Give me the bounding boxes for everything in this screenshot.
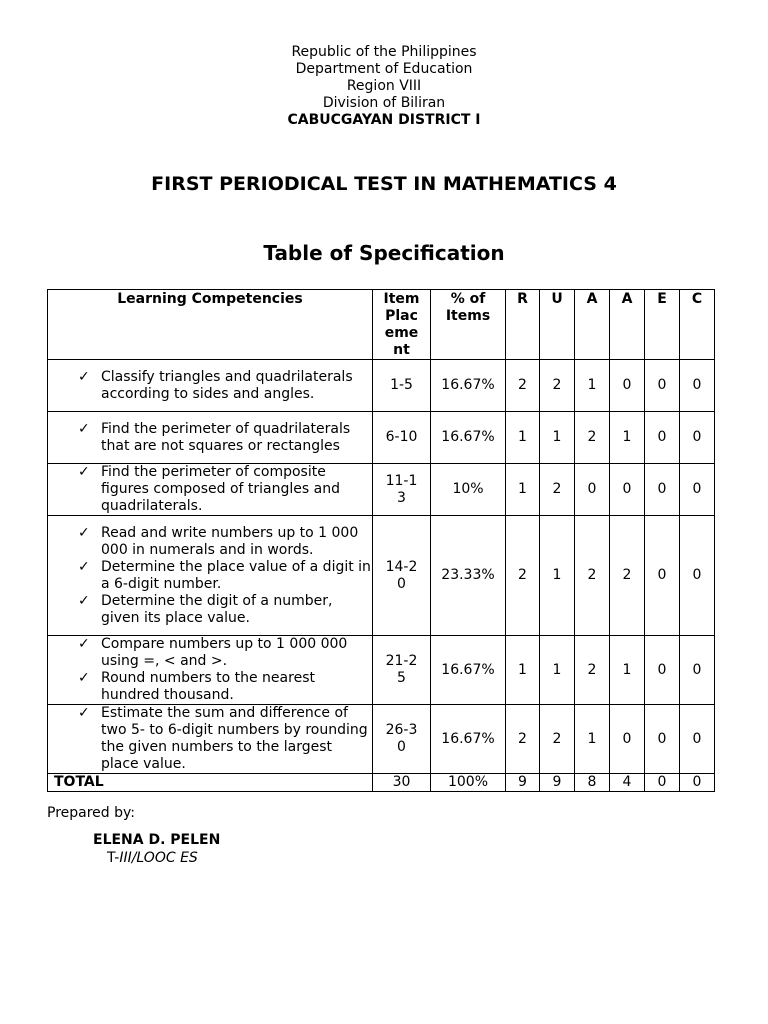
competency-cell (48, 705, 373, 774)
e-cell: 0 (645, 464, 680, 516)
a2-cell: 0 (610, 464, 645, 516)
table-row (48, 516, 715, 636)
competency-cell (48, 516, 373, 636)
total-a1: 8 (575, 774, 610, 792)
a1-cell: 2 (575, 636, 610, 705)
placement-cell: 1-5 (373, 360, 431, 412)
competency-item: ✓ Round numbers to the nearest hundred thousand. (78, 670, 372, 704)
e-cell: 0 (645, 516, 680, 636)
header-region: Region VIII (346, 78, 422, 94)
total-c: 0 (680, 774, 715, 792)
competency-item: ✓ Read and write numbers up to 1 000 000 in numerals and in words. (78, 525, 372, 559)
placement-cell (373, 636, 431, 705)
table-row (48, 636, 715, 705)
percent-cell: 16.67% (431, 412, 506, 464)
table-row (48, 705, 715, 774)
col-header-e: E (645, 290, 680, 360)
a1-cell: 2 (575, 516, 610, 636)
specification-table (47, 289, 715, 792)
col-header-placement: Item Plac eme nt (373, 290, 431, 360)
a2-cell: 0 (610, 705, 645, 774)
u-cell: 2 (540, 464, 575, 516)
total-row (48, 774, 715, 792)
competency-item: ✓ Classify triangles and quadrilaterals according to sides and angles. (78, 369, 372, 403)
placement-cell (373, 464, 431, 516)
header-department: Department of Education (295, 61, 473, 77)
col-header-a1: A (575, 290, 610, 360)
total-e: 0 (645, 774, 680, 792)
table-subtitle: Table of Specification (263, 241, 505, 265)
prepared-by-label: Prepared by: (47, 805, 135, 821)
total-a2: 4 (610, 774, 645, 792)
placement-cell (373, 705, 431, 774)
a1-cell: 1 (575, 705, 610, 774)
test-title: FIRST PERIODICAL TEST IN MATHEMATICS 4 (151, 173, 617, 195)
r-cell: 2 (506, 705, 540, 774)
u-cell: 1 (540, 516, 575, 636)
r-cell: 2 (506, 360, 540, 412)
a2-cell: 2 (610, 516, 645, 636)
r-cell: 1 (506, 412, 540, 464)
competency-cell (48, 412, 373, 464)
header-division: Division of Biliran (322, 95, 446, 111)
position-school: III/LOOC ES (119, 850, 198, 866)
placement-text: 14-20 (385, 558, 418, 592)
e-cell: 0 (645, 412, 680, 464)
percent-cell: 16.67% (431, 360, 506, 412)
total-u: 9 (540, 774, 575, 792)
c-cell: 0 (680, 636, 715, 705)
c-cell: 0 (680, 705, 715, 774)
header-republic: Republic of the Philippines (291, 44, 477, 60)
col-header-competencies: Learning Competencies (48, 290, 373, 360)
competency-item: ✓ Determine the digit of a number, given its place value. (78, 593, 372, 627)
competency-item: ✓ Find the perimeter of composite figures composed of triangles and quadrilaterals. (78, 464, 372, 515)
competency-item: ✓ Estimate the sum and difference of two 5- to 6-digit numbers by rounding the given numbers to the largest place value. (78, 705, 372, 773)
col-header-c: C (680, 290, 715, 360)
total-placement: 30 (373, 774, 431, 792)
col-header-a2: A (610, 290, 645, 360)
placement-text: 21-25 (385, 653, 418, 686)
placement-text: 11-13 (385, 472, 418, 506)
percent-cell: 16.67% (431, 636, 506, 705)
percent-cell: 10% (431, 464, 506, 516)
col-header-u: U (540, 290, 575, 360)
percent-cell: 16.67% (431, 705, 506, 774)
placement-cell: 6-10 (373, 412, 431, 464)
total-percent: 100% (431, 774, 506, 792)
c-cell: 0 (680, 464, 715, 516)
e-cell: 0 (645, 636, 680, 705)
c-cell: 0 (680, 516, 715, 636)
a2-cell: 0 (610, 360, 645, 412)
table-row (48, 412, 715, 464)
placement-cell (373, 516, 431, 636)
competency-cell (48, 464, 373, 516)
position-prefix: T- (107, 850, 120, 866)
e-cell: 0 (645, 705, 680, 774)
c-cell: 0 (680, 360, 715, 412)
competency-item: ✓ Determine the place value of a digit in a 6-digit number. (78, 559, 372, 593)
total-r: 9 (506, 774, 540, 792)
preparer-name: ELENA D. PELEN (93, 832, 221, 848)
a1-cell: 0 (575, 464, 610, 516)
r-cell: 1 (506, 464, 540, 516)
competency-item: ✓ Compare numbers up to 1 000 000 using =, < and >. (78, 636, 372, 670)
u-cell: 2 (540, 360, 575, 412)
table-row (48, 360, 715, 412)
placement-text: 26-30 (385, 722, 418, 755)
percent-cell: 23.33% (431, 516, 506, 636)
competency-cell (48, 360, 373, 412)
preparer-position (107, 850, 198, 866)
a2-cell: 1 (610, 412, 645, 464)
a1-cell: 1 (575, 360, 610, 412)
competency-cell (48, 636, 373, 705)
total-label: TOTAL (48, 774, 373, 792)
table-header-row (48, 290, 715, 360)
e-cell: 0 (645, 360, 680, 412)
competency-item: ✓ Find the perimeter of quadrilaterals that are not squares or rectangles (78, 421, 372, 455)
col-header-r: R (506, 290, 540, 360)
col-header-percent: % of Items (431, 290, 506, 360)
a1-cell: 2 (575, 412, 610, 464)
c-cell: 0 (680, 412, 715, 464)
u-cell: 1 (540, 412, 575, 464)
a2-cell: 1 (610, 636, 645, 705)
u-cell: 2 (540, 705, 575, 774)
document-header (0, 44, 768, 129)
table-row (48, 464, 715, 516)
u-cell: 1 (540, 636, 575, 705)
r-cell: 2 (506, 516, 540, 636)
r-cell: 1 (506, 636, 540, 705)
header-district: CABUCGAYAN DISTRICT I (287, 112, 481, 128)
